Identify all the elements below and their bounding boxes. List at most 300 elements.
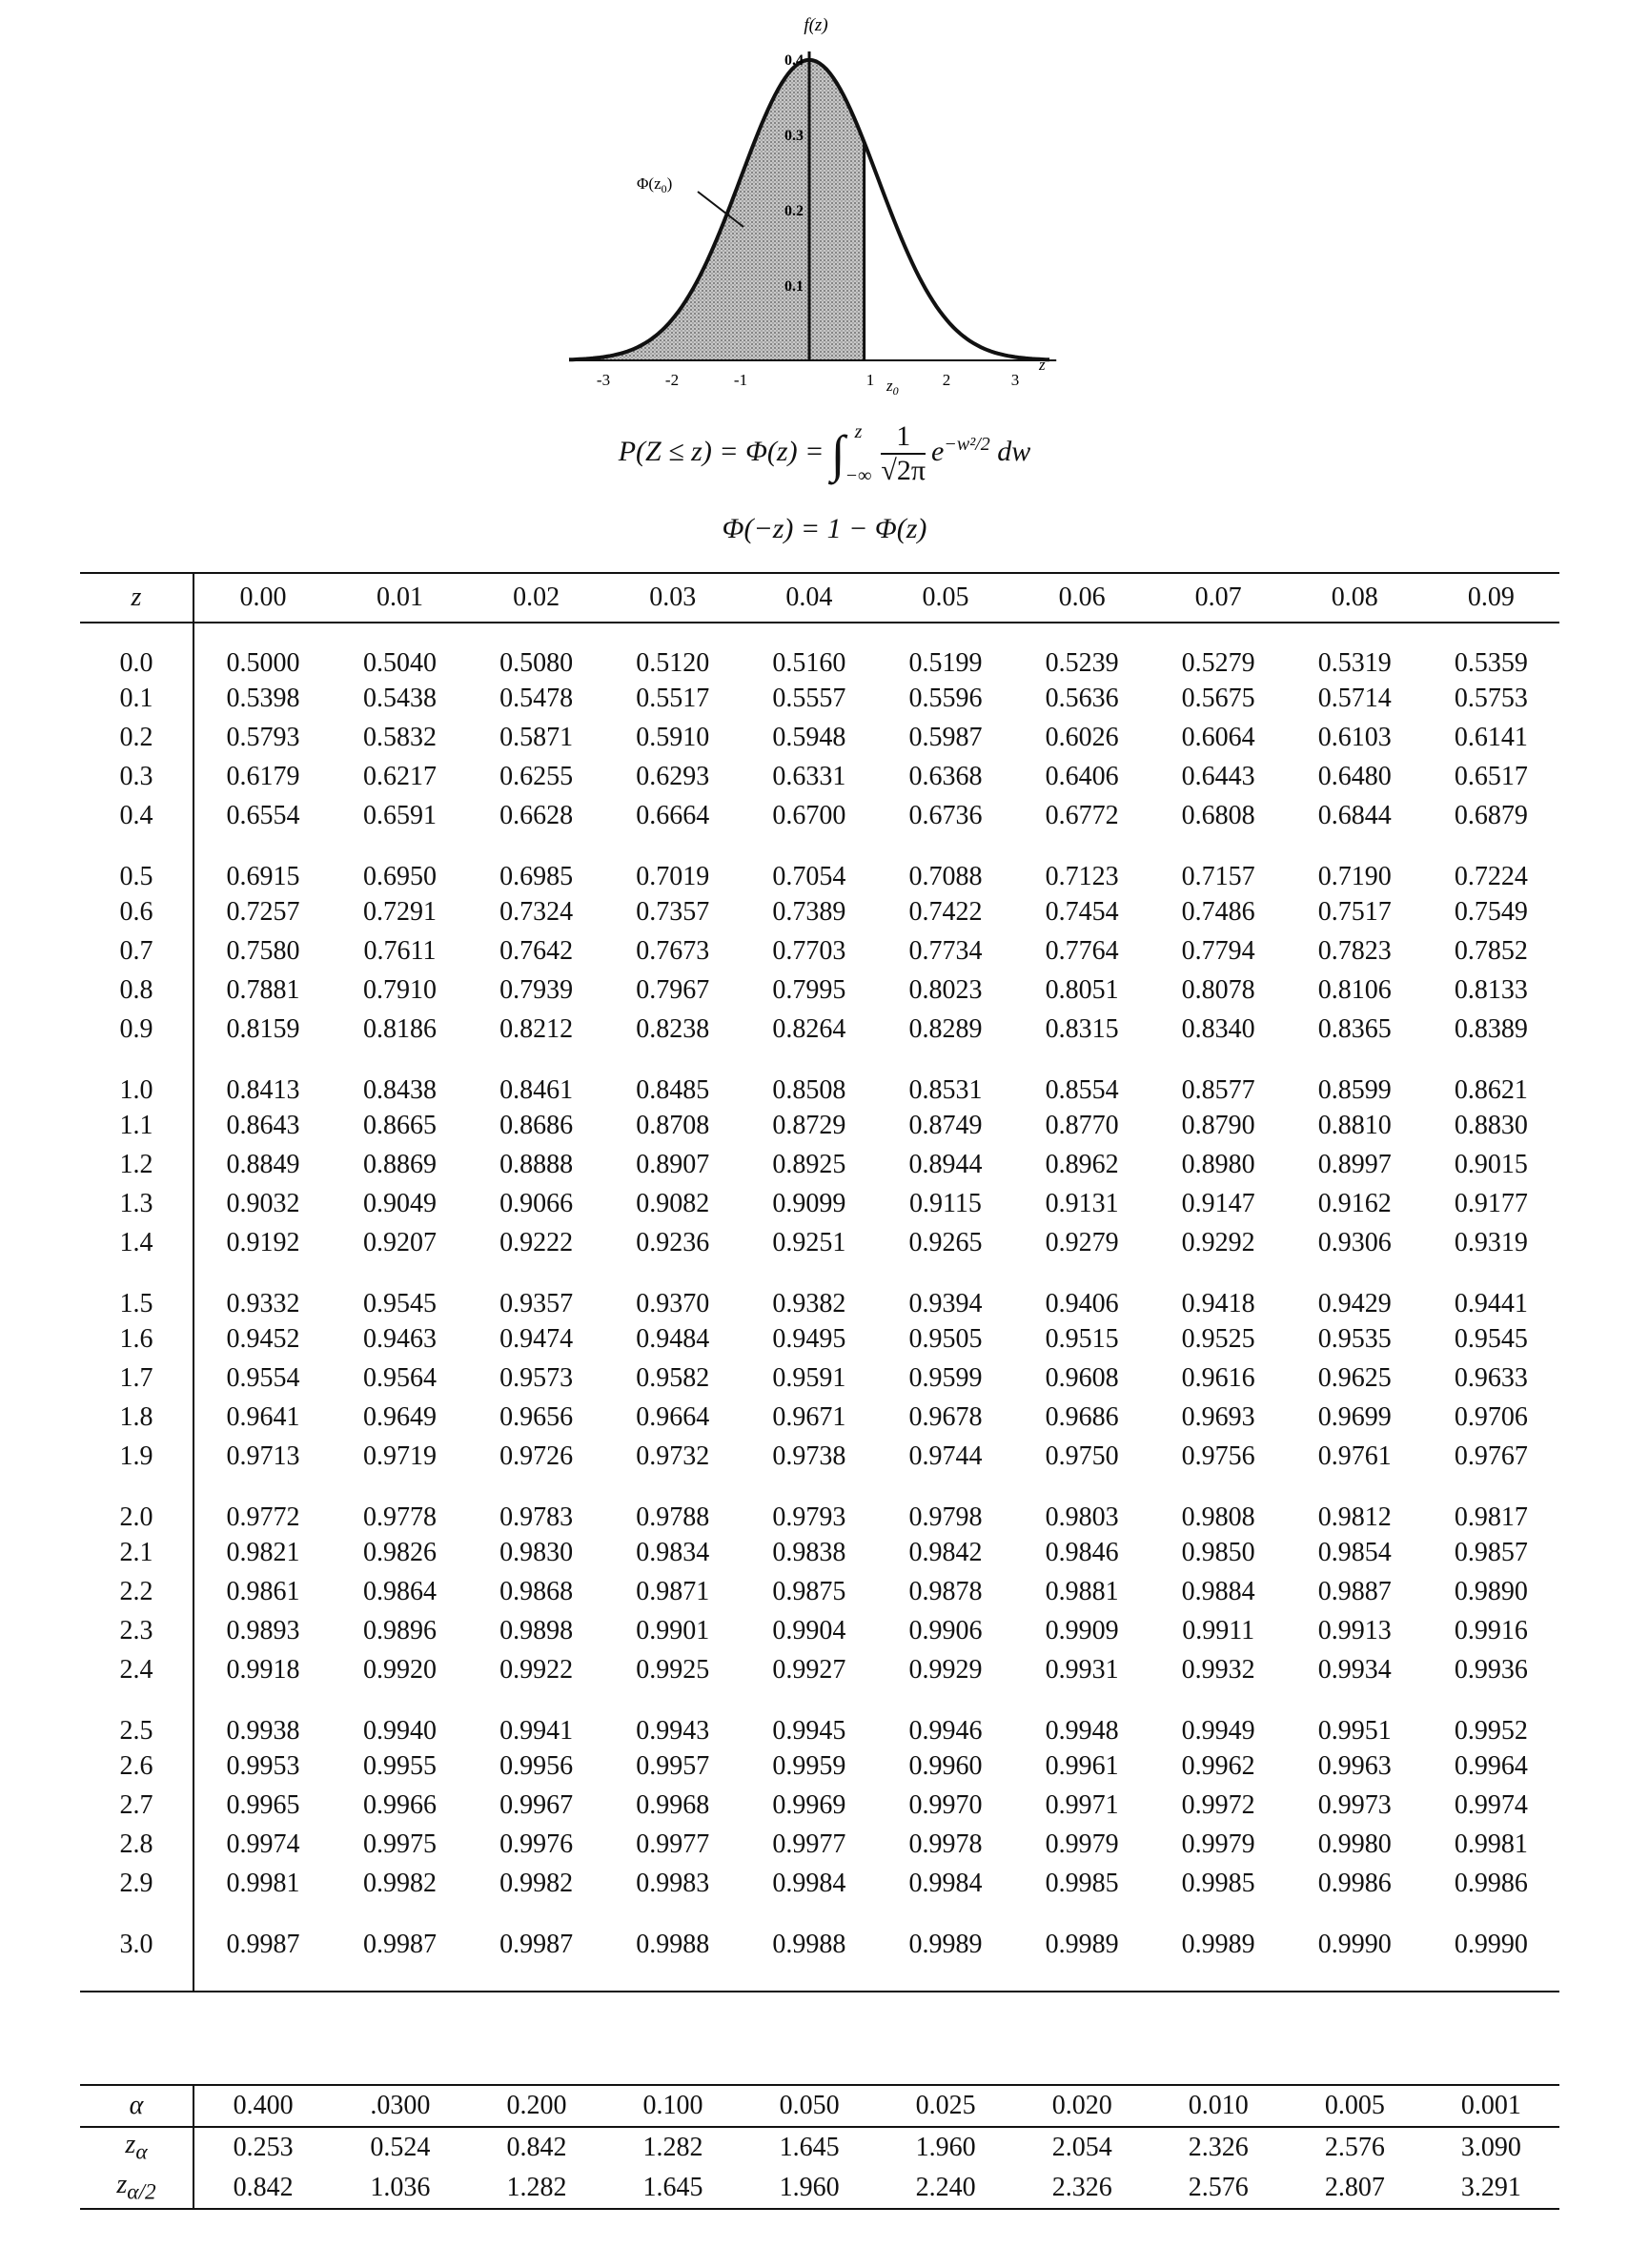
row-z-value: 0.0 [80,623,193,679]
table-cell: 0.8997 [1317,1149,1392,1179]
y-tick-label: 0.1 [784,278,804,295]
table-cell: 0.7190 [1317,862,1392,891]
table-cell: 0.9987 [468,1903,604,1992]
table-cell: 0.9441 [1454,1289,1528,1318]
table-cell: 0.5910 [636,722,710,752]
table-cell: 0.9495 [772,1323,846,1354]
row-z-value: 2.7 [80,1786,193,1825]
table-row [80,1359,1559,1398]
alpha-value: .0300 [332,2085,468,2127]
alpha-value: 0.100 [604,2085,741,2127]
table-cell: 0.6554 [226,800,300,830]
table-cell: 0.6103 [1317,722,1392,752]
table-cell: 0.9984 [908,1868,983,1898]
z-alpha-half-value: 2.807 [1287,2168,1423,2209]
table-cell: 0.9719 [363,1440,438,1471]
z-alpha-value: 2.054 [1051,2133,1112,2162]
x-axis-label: z [1039,356,1046,374]
table-cell: 0.8159 [226,1013,300,1044]
table-cell: 0.6368 [908,761,983,791]
table-cell: 0.8315 [1045,1013,1119,1044]
table-cell: 0.9394 [908,1289,983,1318]
z-alpha-half-value: 2.240 [878,2168,1014,2209]
table-cell: 0.9881 [1045,1576,1119,1606]
table-cell: 0.9940 [363,1716,438,1746]
shaded-label: $\Phi(z_0)$ [637,174,673,195]
row-z-value: 1.0 [80,1049,193,1106]
table-cell: 0.5199 [908,648,983,678]
table-cell: 0.5478 [499,683,574,713]
table-cell: 0.9987 [193,1903,332,1992]
table-cell: 0.9963 [1317,1750,1392,1781]
table-cell: 0.5279 [1181,648,1255,678]
table-cell: 0.8413 [226,1075,300,1105]
table-cell: 0.9803 [1045,1502,1119,1532]
table-cell: 0.9463 [363,1323,438,1354]
table-cell: 0.9968 [636,1789,710,1820]
table-cell: 0.9945 [772,1716,846,1746]
table-row [80,679,1559,718]
z-alpha-half-value: 2.576 [1150,2168,1287,2209]
table-cell: 0.6026 [1045,722,1119,752]
table-cell: 0.9898 [499,1615,574,1645]
table-cell: 0.5398 [226,683,300,713]
table-cell: 0.9099 [772,1188,846,1218]
symmetry-formula: Φ(−z) = 1 − Φ(z) [722,513,927,544]
table-cell: 0.9989 [1150,1903,1287,1992]
z-alpha-value: 1.282 [642,2133,703,2162]
table-cell: 0.8264 [772,1013,846,1044]
table-cell: 0.9988 [741,1903,877,1992]
table-cell: 0.9965 [226,1789,300,1820]
table-cell: 0.9616 [1181,1362,1255,1393]
column-header: 0.03 [604,573,741,623]
row-z-value: 3.0 [80,1903,193,1992]
alpha-value: 0.050 [742,2085,878,2127]
row-z-value: 2.6 [80,1747,193,1786]
table-cell: 0.8980 [1181,1149,1255,1179]
table-cell: 0.8365 [1317,1013,1392,1044]
table-cell: 0.9976 [499,1829,574,1859]
table-cell: 0.9177 [1454,1188,1528,1218]
table-cell: 0.8133 [1454,974,1528,1005]
table-cell: 0.9927 [772,1654,846,1685]
table-cell: 0.7324 [499,896,574,927]
table-cell: 0.8485 [636,1075,710,1105]
table-cell: 0.5948 [772,722,846,752]
table-cell: 0.5832 [363,722,438,752]
table-cell: 0.9878 [908,1576,983,1606]
table-row [80,1747,1559,1786]
table-cell: 0.9988 [604,1903,741,1992]
table-cell: 0.9948 [1045,1716,1119,1746]
table-cell: 0.9955 [363,1750,438,1781]
table-row [80,1262,1559,1319]
table-cell: 0.7157 [1181,862,1255,891]
table-cell: 0.9474 [499,1323,574,1354]
table-cell: 0.6331 [772,761,846,791]
table-cell: 0.9861 [226,1576,300,1606]
row-z-value: 1.8 [80,1398,193,1437]
z-alpha-value: 0.842 [506,2133,567,2162]
integral-limits: z −∞ [845,421,872,486]
row-z-value: 0.2 [80,718,193,757]
z-alpha-half-value: 1.645 [604,2168,741,2209]
table-row [80,1825,1559,1864]
x-tick-label: -3 [596,371,611,389]
table-cell: 0.6064 [1181,722,1255,752]
alpha-value: 0.010 [1150,2085,1287,2127]
alpha-value: 0.200 [468,2085,604,2127]
z-alpha-label: $z_\alpha$ [80,2127,193,2168]
table-cell: 0.9406 [1045,1289,1119,1318]
z-alpha-value: 2.576 [1324,2133,1385,2162]
table-cell: 0.9959 [772,1750,846,1781]
table-row [80,1533,1559,1572]
table-cell: 0.9382 [772,1289,846,1318]
table-row [80,1572,1559,1611]
table-cell: 0.9979 [1045,1829,1119,1859]
alpha-row [80,2085,1559,2127]
row-z-value: 1.3 [80,1184,193,1223]
table-cell: 0.9564 [363,1362,438,1393]
table-cell: 0.6217 [363,761,438,791]
table-cell: 0.8888 [499,1149,574,1179]
table-cell: 0.9966 [363,1789,438,1820]
table-cell: 0.9649 [363,1401,438,1432]
table-cell: 0.5793 [226,722,300,752]
table-cell: 0.9821 [226,1537,300,1567]
table-cell: 0.7995 [772,974,846,1005]
row-z-value: 2.9 [80,1864,193,1903]
table-cell: 0.7291 [363,896,438,927]
z-alpha-half-row [80,2168,1559,2209]
table-cell: 0.9732 [636,1440,710,1471]
table-row [80,1611,1559,1650]
column-header: 0.00 [193,573,332,623]
table-cell: 0.6985 [499,862,574,891]
table-cell: 0.9686 [1045,1401,1119,1432]
table-cell: 0.9871 [636,1576,710,1606]
table-cell: 0.7967 [636,974,710,1005]
table-cell: 0.6950 [363,862,438,891]
table-cell: 0.8531 [908,1075,983,1105]
table-cell: 0.9985 [1045,1868,1119,1898]
row-z-value: 1.6 [80,1319,193,1359]
table-cell: 0.9678 [908,1401,983,1432]
x-tick-label: 1 [865,371,875,389]
table-cell: 0.7642 [499,935,574,966]
table-cell: 0.9985 [1181,1868,1255,1898]
row-z-value: 0.4 [80,796,193,835]
table-cell: 0.9979 [1181,1829,1255,1859]
column-header: 0.01 [332,573,468,623]
table-row [80,1145,1559,1184]
z-alpha-value: 1.645 [779,2133,840,2162]
table-cell: 0.9830 [499,1537,574,1567]
alpha-label: α [80,2085,193,2127]
table-cell: 0.7939 [499,974,574,1005]
table-cell: 0.9838 [772,1537,846,1567]
table-cell: 0.8051 [1045,974,1119,1005]
table-row [80,1398,1559,1437]
table-cell: 0.8830 [1454,1110,1528,1140]
table-cell: 0.9429 [1317,1289,1392,1318]
table-cell: 0.6480 [1317,761,1392,791]
table-cell: 0.9975 [363,1829,438,1859]
table-cell: 0.8340 [1181,1013,1255,1044]
row-z-value: 2.2 [80,1572,193,1611]
z-table-header [80,573,1559,623]
column-header: 0.04 [741,573,877,623]
table-cell: 0.9884 [1181,1576,1255,1606]
table-cell: 0.9535 [1317,1323,1392,1354]
row-z-value: 0.1 [80,679,193,718]
table-cell: 0.6879 [1454,800,1528,830]
z-table [80,572,1559,1992]
table-cell: 0.9953 [226,1750,300,1781]
table-row [80,1010,1559,1049]
table-cell: 0.9969 [772,1789,846,1820]
row-z-value: 2.8 [80,1825,193,1864]
row-z-value: 1.5 [80,1262,193,1319]
table-cell: 0.5000 [226,648,300,678]
table-cell: 0.9980 [1317,1829,1392,1859]
table-row [80,1106,1559,1145]
table-cell: 0.9306 [1317,1227,1392,1257]
table-cell: 0.9525 [1181,1323,1255,1354]
table-cell: 0.9911 [1182,1615,1255,1645]
x-tick-label: -1 [733,371,748,389]
table-cell: 0.9916 [1454,1615,1528,1645]
table-cell: 0.9236 [636,1227,710,1257]
table-cell: 0.9251 [772,1227,846,1257]
table-cell: 0.9761 [1317,1440,1392,1471]
table-cell: 0.9817 [1454,1502,1528,1532]
row-z-value: 1.9 [80,1437,193,1476]
table-cell: 0.8106 [1317,974,1392,1005]
table-cell: 0.7611 [363,935,437,966]
z-alpha-row [80,2127,1559,2168]
y-tick-label: 0.3 [784,128,804,144]
table-cell: 0.9625 [1317,1362,1392,1393]
table-cell: 0.5714 [1317,683,1392,713]
alpha-value: 0.025 [878,2085,1014,2127]
z-alpha-value: 0.253 [233,2133,294,2162]
table-cell: 0.9699 [1317,1401,1392,1432]
table-row [80,1223,1559,1262]
table-cell: 0.9943 [636,1716,710,1746]
alpha-table [80,2084,1559,2210]
column-header: 0.07 [1150,573,1287,623]
table-cell: 0.9808 [1181,1502,1255,1532]
table-cell: 0.8289 [908,1013,983,1044]
table-cell: 0.9452 [226,1323,300,1354]
table-cell: 0.9066 [499,1188,574,1218]
table-row [80,971,1559,1010]
table-row [80,1049,1559,1106]
table-cell: 0.9931 [1045,1654,1119,1685]
table-cell: 0.8907 [636,1149,710,1179]
table-cell: 0.9920 [363,1654,438,1685]
table-cell: 0.9207 [363,1227,438,1257]
table-cell: 0.9641 [226,1401,300,1432]
table-cell: 0.5636 [1045,683,1119,713]
table-cell: 0.7823 [1317,935,1392,966]
table-cell: 0.5557 [772,683,846,713]
table-cell: 0.7549 [1454,896,1528,927]
table-cell: 0.9973 [1317,1789,1392,1820]
table-cell: 0.6628 [499,800,574,830]
table-cell: 0.5438 [363,683,438,713]
shaded-area-phi-z0 [569,60,865,360]
table-cell: 0.7673 [636,935,710,966]
table-cell: 0.7389 [772,896,846,927]
z-alpha-half-value: 1.282 [468,2168,604,2209]
table-cell: 0.6443 [1181,761,1255,791]
table-cell: 0.6736 [908,800,983,830]
table-cell: 0.9956 [499,1750,574,1781]
table-cell: 0.6664 [636,800,710,830]
table-cell: 0.9738 [772,1440,846,1471]
table-cell: 0.8729 [772,1110,846,1140]
table-cell: 0.9957 [636,1750,710,1781]
table-cell: 0.9941 [499,1716,574,1746]
row-z-value: 0.9 [80,1010,193,1049]
table-cell: 0.9793 [772,1502,846,1532]
table-cell: 0.9909 [1045,1615,1119,1645]
table-cell: 0.6179 [226,761,300,791]
table-cell: 0.9850 [1181,1537,1255,1567]
table-cell: 0.7224 [1454,862,1528,891]
table-cell: 0.9812 [1317,1502,1392,1532]
z-alpha-half-value: 0.842 [193,2168,332,2209]
table-cell: 0.9846 [1045,1537,1119,1567]
table-cell: 0.6406 [1045,761,1119,791]
table-cell: 0.8962 [1045,1149,1119,1179]
table-row [80,757,1559,796]
table-cell: 0.6808 [1181,800,1255,830]
table-cell: 0.7257 [226,896,300,927]
table-cell: 0.9990 [1423,1903,1559,1992]
table-cell: 0.8810 [1317,1110,1392,1140]
table-cell: 0.5319 [1317,648,1392,678]
table-cell: 0.9961 [1045,1750,1119,1781]
y-tick-label: 0.4 [784,52,804,69]
table-cell: 0.9505 [908,1323,983,1354]
table-cell: 0.9981 [1454,1829,1528,1859]
row-z-value: 0.6 [80,892,193,931]
table-cell: 0.6772 [1045,800,1119,830]
table-cell: 0.9977 [636,1829,710,1859]
table-cell: 0.9936 [1454,1654,1528,1685]
table-cell: 0.9970 [908,1789,983,1820]
z0-label: $z_0$ [886,377,899,398]
table-cell: 0.7703 [772,935,846,966]
table-cell: 0.9279 [1045,1227,1119,1257]
table-cell: 0.5871 [499,722,574,752]
table-cell: 0.9857 [1454,1537,1528,1567]
table-cell: 0.8686 [499,1110,574,1140]
table-cell: 0.8849 [226,1149,300,1179]
table-cell: 0.9545 [363,1289,438,1318]
table-cell: 0.9951 [1317,1716,1392,1746]
table-cell: 0.9750 [1045,1440,1119,1471]
table-cell: 0.9082 [636,1188,710,1218]
table-cell: 0.9896 [363,1615,438,1645]
table-cell: 0.9989 [1014,1903,1150,1992]
table-row [80,1184,1559,1223]
table-cell: 0.7881 [226,974,300,1005]
table-cell: 0.9772 [226,1502,300,1532]
table-row [80,931,1559,971]
table-cell: 0.9974 [226,1829,300,1859]
normal-density-figure [534,0,1106,400]
table-cell: 0.9357 [499,1289,574,1318]
z-alpha-value: 0.524 [370,2133,431,2162]
table-cell: 0.8023 [908,974,983,1005]
table-cell: 0.5080 [499,648,574,678]
table-cell: 0.8770 [1045,1110,1119,1140]
table-cell: 0.9713 [226,1440,300,1471]
table-cell: 0.9981 [226,1868,300,1898]
table-cell: 0.9971 [1045,1789,1119,1820]
table-cell: 0.9929 [908,1654,983,1685]
table-cell: 0.7486 [1181,896,1255,927]
table-cell: 0.6844 [1317,800,1392,830]
table-cell: 0.9906 [908,1615,983,1645]
row-z-value: 0.5 [80,835,193,892]
table-cell: 0.8186 [363,1013,438,1044]
table-cell: 0.9864 [363,1576,438,1606]
table-cell: 0.6141 [1454,722,1528,752]
x-tick-label: 3 [1010,371,1020,389]
table-cell: 0.5359 [1454,648,1528,678]
row-z-value: 2.0 [80,1476,193,1533]
table-cell: 0.7422 [908,896,983,927]
table-cell: 0.8461 [499,1075,574,1105]
table-cell: 0.6915 [226,862,300,891]
table-cell: 0.9826 [363,1537,438,1567]
table-cell: 0.5120 [636,648,710,678]
table-cell: 0.8554 [1045,1075,1119,1105]
table-row [80,1864,1559,1903]
table-row [80,1650,1559,1689]
table-cell: 0.7054 [772,862,846,891]
z-table-body [80,623,1559,1992]
z-alpha-half-label: $z_{\alpha/2}$ [80,2168,193,2209]
table-cell: 0.9960 [908,1750,983,1781]
table-row [80,1319,1559,1359]
table-cell: 0.9319 [1454,1227,1528,1257]
table-cell: 0.7019 [636,862,710,891]
table-cell: 0.8708 [636,1110,710,1140]
table-cell: 0.9783 [499,1502,574,1532]
table-cell: 0.8621 [1454,1075,1528,1105]
table-cell: 0.9972 [1181,1789,1255,1820]
table-cell: 0.9599 [908,1362,983,1393]
table-cell: 0.9115 [908,1188,982,1218]
alpha-value: 0.400 [193,2085,332,2127]
table-cell: 0.9788 [636,1502,710,1532]
z-alpha-half-value: 2.326 [1014,2168,1150,2209]
table-cell: 0.9591 [772,1362,846,1393]
table-cell: 0.9989 [877,1903,1013,1992]
table-cell: 0.9573 [499,1362,574,1393]
table-cell: 0.9962 [1181,1750,1255,1781]
table-cell: 0.7357 [636,896,710,927]
row-z-value: 2.3 [80,1611,193,1650]
